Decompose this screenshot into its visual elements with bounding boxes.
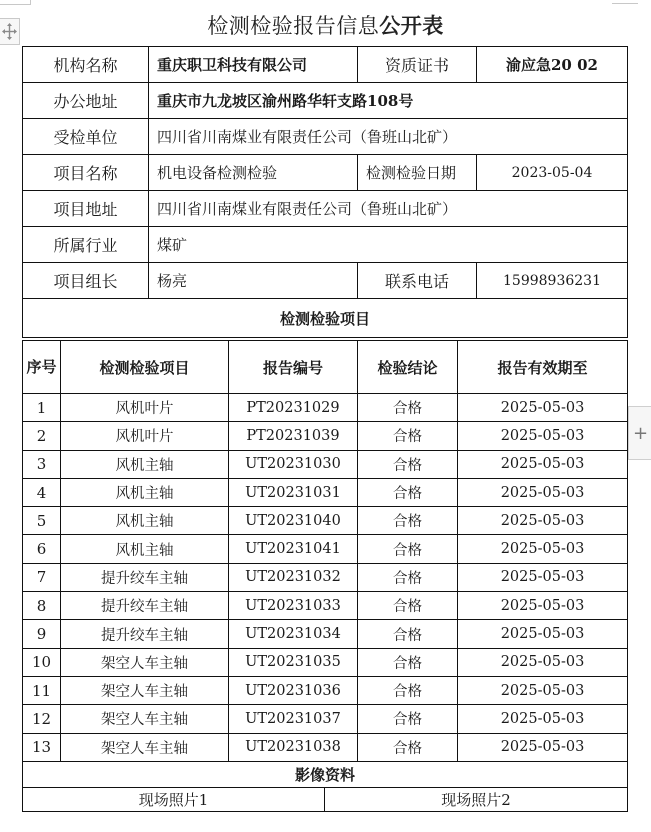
org-name-value: 重庆职卫科技有限公司 xyxy=(149,47,358,83)
leader-value: 杨亮 xyxy=(149,263,358,299)
cell-report-no: UT20231037 xyxy=(229,705,358,733)
table-row xyxy=(23,422,628,450)
add-row-button[interactable] xyxy=(628,406,651,460)
table-row xyxy=(23,705,628,733)
cell-item: 风机叶片 xyxy=(61,394,229,422)
cell-report-no: UT20231031 xyxy=(229,478,358,506)
cell-valid-until: 2025-05-03 xyxy=(458,507,628,535)
cell-conclusion: 合格 xyxy=(358,733,458,761)
media-section-title: 影像资料 xyxy=(23,761,628,787)
title-regular: 检测检验报告信息 xyxy=(207,14,380,38)
info-row-client xyxy=(23,119,628,155)
cell-conclusion: 合格 xyxy=(358,563,458,591)
table-row xyxy=(23,394,628,422)
cell-report-no: UT20231034 xyxy=(229,620,358,648)
cell-item: 提升绞车主轴 xyxy=(61,592,229,620)
cell-seq: 4 xyxy=(23,478,61,506)
project-address-value: 四川省川南煤业有限责任公司（鲁班山北矿） xyxy=(149,191,628,227)
cell-item: 提升绞车主轴 xyxy=(61,620,229,648)
cell-item: 风机主轴 xyxy=(61,535,229,563)
client-label: 受检单位 xyxy=(23,119,149,155)
info-row-project-name xyxy=(23,155,628,191)
table-row xyxy=(23,733,628,761)
cell-valid-until: 2025-05-03 xyxy=(458,733,628,761)
cell-conclusion: 合格 xyxy=(358,450,458,478)
cell-seq: 11 xyxy=(23,676,61,704)
cell-conclusion: 合格 xyxy=(358,592,458,620)
table-row xyxy=(23,563,628,591)
info-row-org xyxy=(23,47,628,83)
inspection-date-label: 检测检验日期 xyxy=(358,155,477,191)
cell-report-no: UT20231032 xyxy=(229,563,358,591)
cert-value: 渝应急20 02 xyxy=(477,47,628,83)
cell-seq: 13 xyxy=(23,733,61,761)
photo-1-label: 现场照片1 xyxy=(23,787,325,812)
cell-seq: 5 xyxy=(23,507,61,535)
cell-conclusion: 合格 xyxy=(358,535,458,563)
cell-conclusion: 合格 xyxy=(358,676,458,704)
header-valid-until: 报告有效期至 xyxy=(458,341,628,394)
cell-conclusion: 合格 xyxy=(358,620,458,648)
project-name-value: 机电设备检测检验 xyxy=(149,155,358,191)
cell-report-no: UT20231036 xyxy=(229,676,358,704)
cell-report-no: UT20231040 xyxy=(229,507,358,535)
cell-valid-until: 2025-05-03 xyxy=(458,676,628,704)
page-corner-mark-right xyxy=(612,0,638,4)
title-bold: 公开表 xyxy=(379,13,444,38)
cell-item: 架空人车主轴 xyxy=(61,676,229,704)
cell-item: 风机叶片 xyxy=(61,422,229,450)
institution-info-table xyxy=(22,46,628,338)
leader-label: 项目组长 xyxy=(23,263,149,299)
cell-seq: 3 xyxy=(23,450,61,478)
cell-seq: 9 xyxy=(23,620,61,648)
project-address-label: 项目地址 xyxy=(23,191,149,227)
phone-label: 联系电话 xyxy=(358,263,477,299)
document-title xyxy=(0,10,651,40)
items-section-row xyxy=(23,299,628,338)
project-name-label: 项目名称 xyxy=(23,155,149,191)
items-section-title: 检测检验项目 xyxy=(23,299,628,338)
cell-conclusion: 合格 xyxy=(358,422,458,450)
info-row-office xyxy=(23,83,628,119)
cell-report-no: UT20231041 xyxy=(229,535,358,563)
inspection-items-table xyxy=(22,340,628,788)
cell-valid-until: 2025-05-03 xyxy=(458,450,628,478)
cell-item: 风机主轴 xyxy=(61,450,229,478)
cell-valid-until: 2025-05-03 xyxy=(458,478,628,506)
table-row xyxy=(23,450,628,478)
items-body xyxy=(23,394,628,762)
cell-seq: 1 xyxy=(23,394,61,422)
header-item: 检测检验项目 xyxy=(61,341,229,394)
cell-item: 架空人车主轴 xyxy=(61,733,229,761)
items-header-row xyxy=(23,341,628,394)
cell-item: 架空人车主轴 xyxy=(61,705,229,733)
office-address-label: 办公地址 xyxy=(23,83,149,119)
info-row-leader xyxy=(23,263,628,299)
cell-report-no: UT20231038 xyxy=(229,733,358,761)
cell-conclusion: 合格 xyxy=(358,648,458,676)
cell-conclusion: 合格 xyxy=(358,705,458,733)
table-row xyxy=(23,592,628,620)
cell-seq: 10 xyxy=(23,648,61,676)
cell-seq: 7 xyxy=(23,563,61,591)
industry-label: 所属行业 xyxy=(23,227,149,263)
industry-value: 煤矿 xyxy=(149,227,628,263)
cell-item: 风机主轴 xyxy=(61,507,229,535)
table-row xyxy=(23,507,628,535)
cell-conclusion: 合格 xyxy=(358,478,458,506)
cell-valid-until: 2025-05-03 xyxy=(458,535,628,563)
cell-report-no: UT20231033 xyxy=(229,592,358,620)
cell-seq: 2 xyxy=(23,422,61,450)
header-seq: 序号 xyxy=(23,341,61,394)
phone-value: 15998936231 xyxy=(477,263,628,299)
cell-seq: 8 xyxy=(23,592,61,620)
cell-valid-until: 2025-05-03 xyxy=(458,648,628,676)
table-row xyxy=(23,676,628,704)
cell-report-no: PT20231039 xyxy=(229,422,358,450)
page-corner-mark-left xyxy=(0,0,31,5)
photo-row xyxy=(23,787,628,812)
cell-valid-until: 2025-05-03 xyxy=(458,394,628,422)
header-conclusion: 检验结论 xyxy=(358,341,458,394)
inspection-date-value: 2023-05-04 xyxy=(477,155,628,191)
table-row xyxy=(23,620,628,648)
cell-item: 提升绞车主轴 xyxy=(61,563,229,591)
photo-table xyxy=(22,787,628,812)
cell-valid-until: 2025-05-03 xyxy=(458,563,628,591)
org-name-label: 机构名称 xyxy=(23,47,149,83)
cell-item: 风机主轴 xyxy=(61,478,229,506)
table-row xyxy=(23,648,628,676)
photo-2-label: 现场照片2 xyxy=(325,787,628,812)
cell-conclusion: 合格 xyxy=(358,394,458,422)
table-row xyxy=(23,478,628,506)
header-report-no: 报告编号 xyxy=(229,341,358,394)
cert-label: 资质证书 xyxy=(358,47,477,83)
office-address-value: 重庆市九龙坡区渝州路华轩支路108号 xyxy=(149,83,628,119)
cell-item: 架空人车主轴 xyxy=(61,648,229,676)
cell-valid-until: 2025-05-03 xyxy=(458,592,628,620)
info-row-project-address xyxy=(23,191,628,227)
cell-valid-until: 2025-05-03 xyxy=(458,422,628,450)
cell-report-no: UT20231030 xyxy=(229,450,358,478)
plus-icon: + xyxy=(632,422,649,444)
cell-conclusion: 合格 xyxy=(358,507,458,535)
cell-valid-until: 2025-05-03 xyxy=(458,620,628,648)
media-section-row xyxy=(23,761,628,787)
cell-report-no: PT20231029 xyxy=(229,394,358,422)
cell-seq: 12 xyxy=(23,705,61,733)
client-value: 四川省川南煤业有限责任公司（鲁班山北矿） xyxy=(149,119,628,155)
table-row xyxy=(23,535,628,563)
cell-report-no: UT20231035 xyxy=(229,648,358,676)
info-row-industry xyxy=(23,227,628,263)
cell-valid-until: 2025-05-03 xyxy=(458,705,628,733)
cell-seq: 6 xyxy=(23,535,61,563)
